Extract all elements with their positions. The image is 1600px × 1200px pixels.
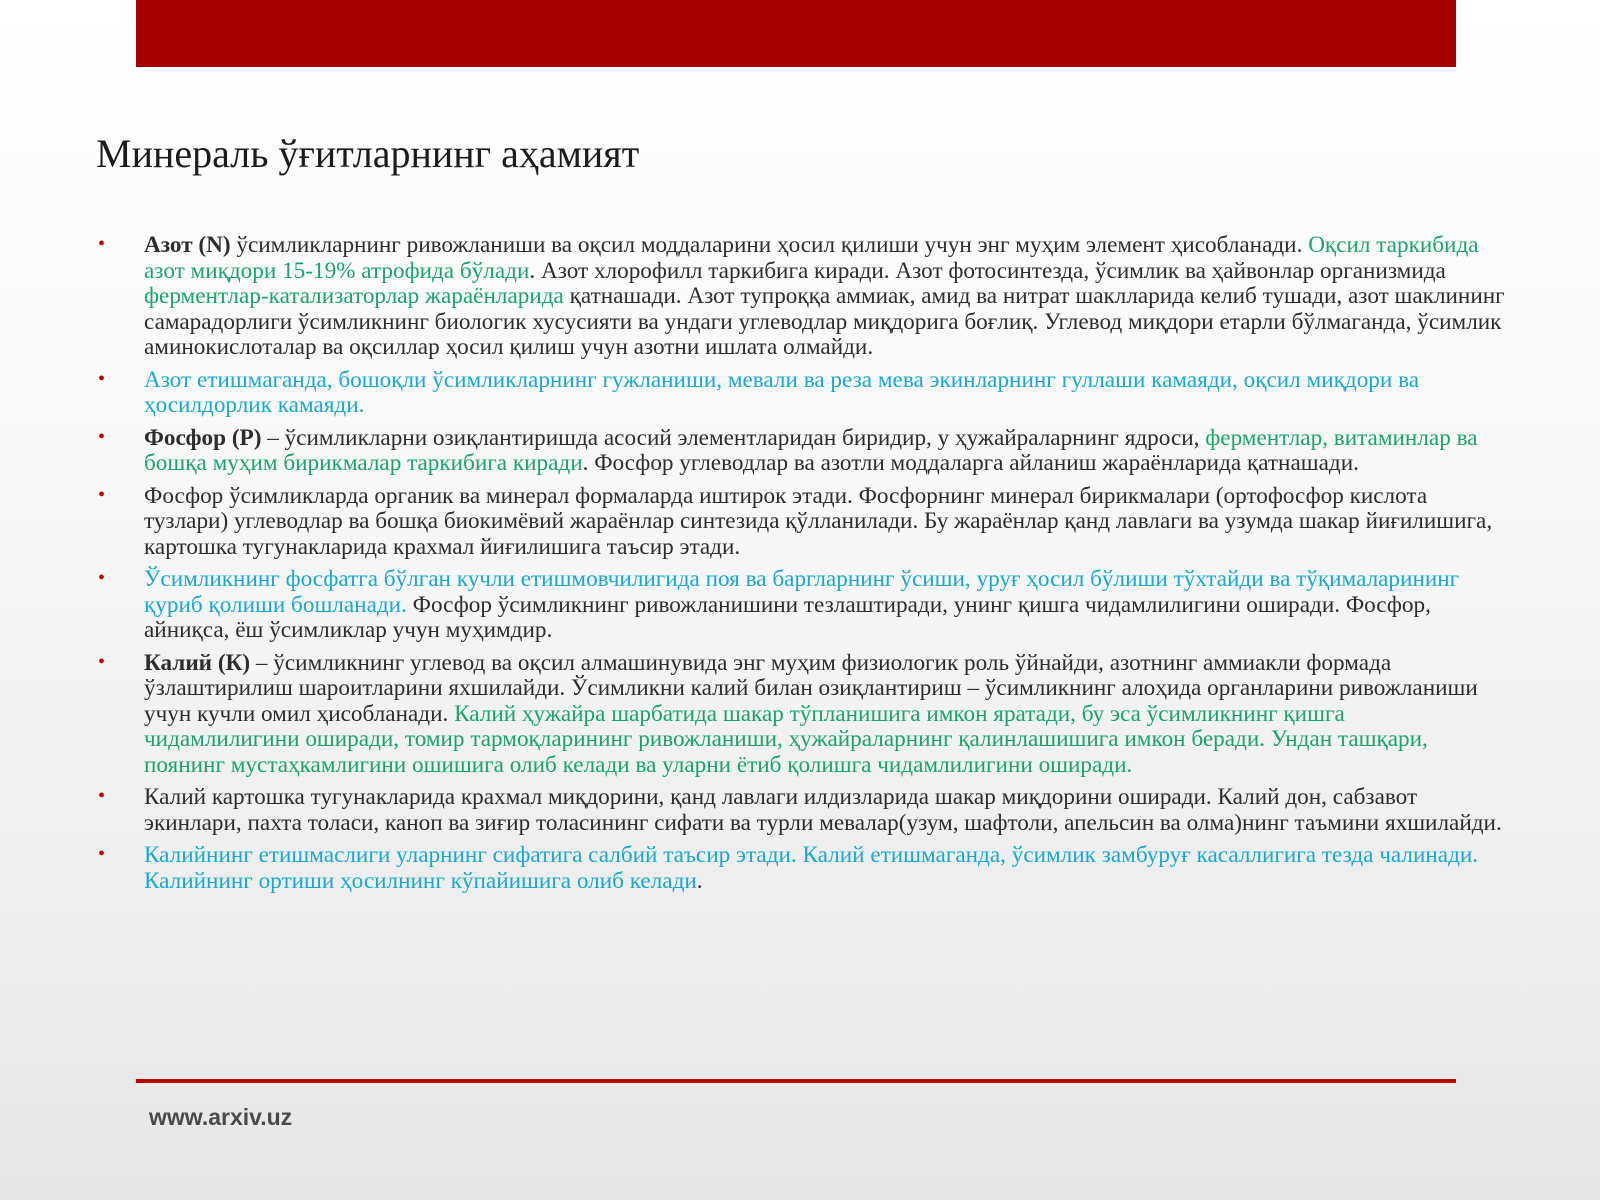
bullet-dot-icon: • xyxy=(98,567,106,589)
bullet-item xyxy=(96,368,1506,419)
bullet-text: ўсимликларнинг ривожланиши ва оқсил моддаларини ҳосил қилиши учун энг муҳим элемент ҳисобланади. xyxy=(230,232,1309,258)
bullet-dot-icon: • xyxy=(98,425,106,448)
highlighted-text: ферментлар, витаминлар ва бошқа муҳим бирикмалар таркибига киради xyxy=(144,424,1478,476)
bullet-item xyxy=(96,426,1506,477)
bullet-term: Фосфор (Р) xyxy=(144,424,262,451)
bullet-text: Фосфор ўсимликларда органик ва минерал формаларда иштирок этади. Фосфорнинг минерал бирикмалари (ортофосфор кислота тузлари) углеводлар ва бошқа биокимёвий жараёнлар синтезида қўлланилади. Бу жараёнлар қанд лавлаги ва узумда шакар йиғилишига, картошка тугунакларида крахмал йиғилишига таъсир этади. xyxy=(144,482,1493,560)
bullet-dot-icon: • xyxy=(98,785,106,807)
bullet-text: . Азот хлорофилл таркибига киради. Азот фотосинтезда, ўсимлик ва ҳайвонлар организмида xyxy=(529,257,1446,284)
highlighted-text: Азот етишмаганда, бошоқли ўсимликларнинг гужланиши, мевали ва реза мева экинларнинг гуллаши камаяди, оқсил миқдори ва ҳосилдорлик камаяди. xyxy=(144,366,1420,418)
highlighted-text: ферментлар-катализаторлар жараёнларида xyxy=(144,283,564,309)
header-accent-bar xyxy=(136,0,1456,67)
highlighted-text: Оқсил таркибида азот миқдори 15-19% атрофида бўлади xyxy=(144,232,1479,284)
bullet-item xyxy=(96,651,1506,779)
bullet-text: . xyxy=(696,867,703,894)
bullet-text: – ўсимликларни озиқлантиришда асосий элементларидан биридир, у ҳужайраларнинг ядроси, xyxy=(261,424,1206,451)
bullet-dot-icon: • xyxy=(98,483,106,506)
bullet-text: Калий картошка тугунакларида крахмал миқдорини, қанд лавлаги илдизларида шакар миқдорини оширади. Калий дон, сабзавот экинлари, пахта толаси, каноп ва зиғир толасининг сифати ва турли мевалар(узум, шафтоли, апельсин ва олма)нинг таъмини яхшилайди. xyxy=(144,784,1502,836)
footer-url: www.arxiv.uz xyxy=(149,1104,293,1130)
highlighted-text: Калий ҳужайра шарбатида шакар тўпланишига имкон яратади, бу эса ўсимликнинг қишга чидамлилигини оширади, томир тармоқларининг ривожланиши, ҳужайраларнинг қалинлашишига имкон беради. Ундан ташқари, поянинг мустаҳкамлигини ошишига олиб келади ва уларни ётиб қолишга чидамлилигини оширади. xyxy=(144,700,1428,778)
slide-title: Минераль ўғитларнинг аҳамият xyxy=(96,131,640,176)
bullet-term: Калий (К) xyxy=(144,649,251,676)
bullet-dot-icon: • xyxy=(98,650,106,673)
bullet-text: – ўсимликнинг углевод ва оқсил алмашинувида энг муҳим физиологик роль ўйнайди, азотнинг аммиакли формада ўзлаштирилиш шароитларини яхшилайди. Ўсимликни калий билан озиқлантириш – ўсимликнинг алоҳида органларини ривожланиши учун кучли омил ҳисобланади. xyxy=(144,649,1478,727)
bullet-dot-icon: • xyxy=(98,367,106,390)
bullet-term: Азот (N) xyxy=(144,232,231,258)
bullet-item xyxy=(96,567,1506,644)
bullet-text: қатнашади. Азот тупроққа аммиак, амид ва нитрат шаклларида келиб тушади, азот шаклининг самарадорлиги ўсимликнинг биологик хусусияти ва ундаги углеводлар миқдорига боғлиқ. Углевод миқдори етарли бўлмаганда, ўсимлик аминокислоталар ва оқсиллар ҳосил қилиш учун азотни ишлата олмайди. xyxy=(144,283,1505,360)
bullet-text: . Фосфор углеводлар ва азотли моддаларга айланиш жараёнларида қатнашади. xyxy=(582,450,1359,476)
bullet-item xyxy=(96,785,1506,836)
highlighted-text: Калийнинг етишмаслиги уларнинг сифатига салбий таъсир этади. Калий етишмаганда, ўсимлик замбуруғ касаллигига тезда чалинади. Калийнинг ортиши ҳосилнинг кўпайишига олиб келади xyxy=(144,842,1479,894)
bullet-item xyxy=(96,843,1506,894)
bullet-item xyxy=(96,233,1506,361)
bullet-list xyxy=(96,233,1506,901)
footer-divider xyxy=(136,1079,1456,1083)
bullet-dot-icon: • xyxy=(98,843,106,865)
bullet-text: Фосфор ўсимликнинг ривожланишини тезлаштиради, унинг қишга чидамлилигини оширади. Фосфор, айниқса, ёш ўсимликлар учун муҳимдир. xyxy=(144,591,1431,643)
bullet-item xyxy=(96,484,1506,561)
highlighted-text: Ўсимликнинг фосфатга бўлган кучли етишмовчилигида поя ва баргларнинг ўсиши, уруғ ҳосил бўлиши тўхтайди ва тўқималарининг қуриб қолиши бошланади. xyxy=(144,566,1460,618)
bullet-dot-icon: • xyxy=(98,233,106,255)
